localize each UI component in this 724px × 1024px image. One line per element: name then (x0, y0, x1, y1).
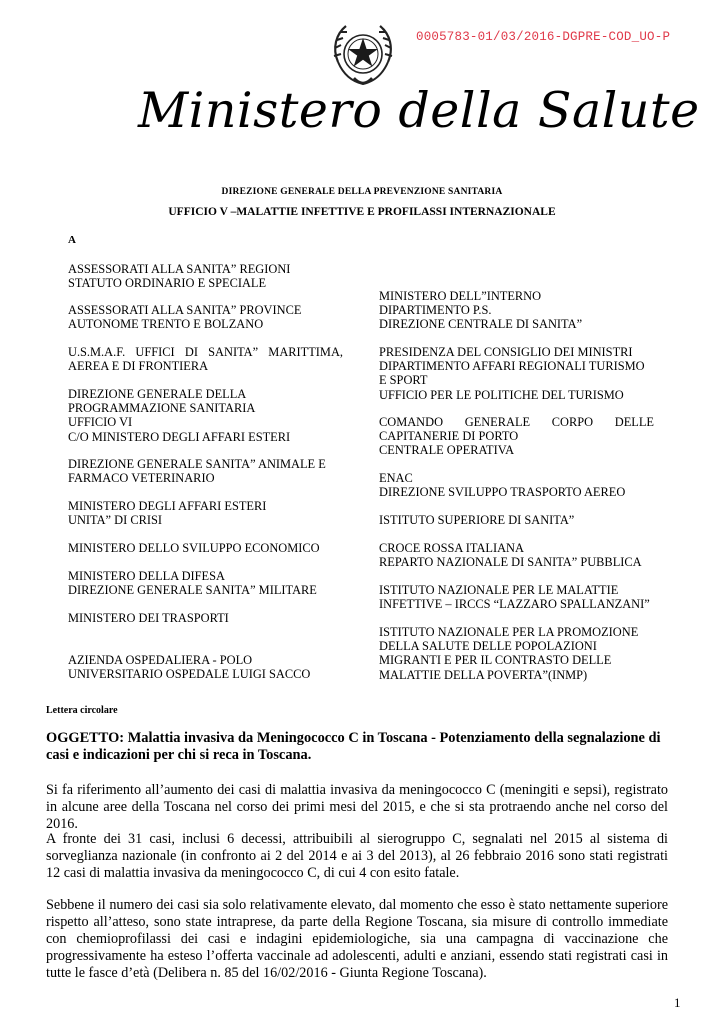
recipient-entry (68, 653, 343, 681)
recipient-entry (379, 513, 654, 527)
recipient-line: AZIENDA OSPEDALIERA - POLO (68, 653, 253, 667)
recipient-line: COMANDO GENERALE CORPO DELLE (379, 415, 654, 429)
recipient-line: ASSESSORATI ALLA SANITA” PROVINCE (68, 303, 302, 317)
recipient-line: CENTRALE OPERATIVA (379, 443, 515, 458)
recipient-line: DIREZIONE SVILUPPO TRASPORTO AEREO (379, 485, 626, 500)
recipient-line: REPARTO NAZIONALE DI SANITA” PUBBLICA (379, 555, 642, 570)
recipient-entry (379, 625, 654, 682)
recipient-line: E SPORT (379, 373, 428, 388)
recipient-line: INFETTIVE – IRCCS “LAZZARO SPALLANZANI” (379, 597, 650, 612)
recipient-entry (379, 471, 654, 499)
recipient-line: DIPARTIMENTO AFFARI REGIONALI TURISMO (379, 359, 645, 374)
recipient-line: U.S.M.A.F. UFFICI DI SANITA” MARITTIMA, (68, 345, 343, 359)
recipient-entry (68, 387, 343, 444)
recipient-line: FARMACO VETERINARIO (68, 471, 215, 486)
recipient-line: AUTONOME TRENTO E BOLZANO (68, 317, 264, 332)
recipient-line: MINISTERO DEI TRASPORTI (68, 611, 229, 625)
recipient-line: AEREA E DI FRONTIERA (68, 359, 209, 374)
recipient-entry (68, 457, 343, 485)
recipient-entry (68, 611, 343, 625)
recipient-line: MINISTERO DEGLI AFFARI ESTERI (68, 499, 267, 513)
body-paragraph: Si fa riferimento all’aumento dei casi di malattia invasiva da meningococco C (meningiti e sepsi), registrato in alcune aree della Toscana nel corso dei primi mesi del 2015, e che si sta protraendo anche nel corso del 2016. (46, 782, 668, 832)
office-heading: UFFICIO V –MALATTIE INFETTIVE E PROFILASSI INTERNAZIONALE (168, 206, 556, 218)
recipient-line: DIREZIONE CENTRALE DI SANITA” (379, 317, 583, 332)
recipient-line: UFFICIO PER LE POLITICHE DEL TURISMO (379, 387, 624, 402)
recipient-line: MINISTERO DELLO SVILUPPO ECONOMICO (68, 541, 320, 555)
recipient-entry (68, 303, 343, 331)
recipient-line: DIREZIONE GENERALE DELLA (68, 387, 247, 401)
recipient-entry (379, 541, 654, 569)
recipient-line: ASSESSORATI ALLA SANITA” REGIONI (68, 262, 291, 276)
recipient-entry (379, 415, 654, 458)
circular-letter-label: Lettera circolare (46, 705, 118, 716)
recipient-entry (379, 583, 654, 611)
italian-republic-emblem (330, 18, 396, 90)
ministry-title: Ministero della Salute (138, 82, 700, 139)
recipient-line: STATUTO ORDINARIO E SPECIALE (68, 276, 267, 291)
recipient-line: UNITA” DI CRISI (68, 513, 162, 528)
recipient-line: PROGRAMMAZIONE SANITARIA (68, 401, 256, 416)
recipient-entry (68, 262, 343, 290)
recipient-line: DIREZIONE GENERALE SANITA” MILITARE (68, 583, 317, 598)
recipient-line: CAPITANERIE DI PORTO (379, 429, 519, 444)
page-number: 1 (674, 995, 681, 1010)
recipient-line: MALATTIE DELLA POVERTA”(INMP) (379, 667, 588, 682)
recipient-line: MINISTERO DELL”INTERNO (379, 289, 542, 303)
recipient-line: UNIVERSITARIO OSPEDALE LUIGI SACCO (68, 667, 311, 682)
recipient-line: ISTITUTO NAZIONALE PER LE MALATTIE (379, 583, 619, 597)
recipient-line: C/O MINISTERO DEGLI AFFARI ESTERI (68, 429, 291, 444)
recipient-entry (68, 569, 343, 597)
body-paragraph: Sebbene il numero dei casi sia solo relativamente elevato, dal momento che esso è stato nettamente superiore rispetto all’atteso, sono state intraprese, da parte della Regione Toscana, sia misure di controllo immediate con chemioprofilassi dei casi e indagini epidemiologiche, sia una campagna di vaccinazione che progressivamente ha esteso l’offerta vaccinale ad adolescenti, adulti e anziani, essendo stati registrati casi in tutte le fasce d’età (Delibera n. 85 del 16/02/2016 - Giunta Regione Toscana). (46, 897, 668, 981)
directorate-heading: DIREZIONE GENERALE DELLA PREVENZIONE SANITARIA (221, 187, 503, 197)
recipient-line: MIGRANTI E PER IL CONTRASTO DELLE (379, 653, 612, 668)
body-paragraph: A fronte dei 31 casi, inclusi 6 decessi, attribuibili al sierogruppo C, segnalati nel 2015 al sistema di sorveglianza nazionale (in confronto ai 2 del 2014 e ai 3 del 2013), al 26 febbraio 2016 sono stati registrati 12 casi di malattia invasiva da meningococco C, di cui 4 con esito fatale. (46, 831, 668, 881)
recipient-line: DIREZIONE GENERALE SANITA” ANIMALE E (68, 457, 326, 471)
recipient-entry (68, 541, 343, 555)
recipient-line: DIPARTIMENTO P.S. (379, 303, 492, 318)
recipient-line: UFFICIO VI (68, 415, 133, 430)
recipient-entry (68, 345, 343, 373)
recipient-entry (68, 499, 343, 527)
protocol-number: 0005783-01/03/2016-DGPRE-COD_UO-P (416, 30, 671, 44)
recipient-line: ISTITUTO NAZIONALE PER LA PROMOZIONE (379, 625, 639, 639)
recipient-line: ISTITUTO SUPERIORE DI SANITA” (379, 513, 575, 527)
recipient-line: PRESIDENZA DEL CONSIGLIO DEI MINISTRI (379, 345, 633, 359)
recipients-label: A (68, 234, 76, 246)
recipient-line: DELLA SALUTE DELLE POPOLAZIONI (379, 639, 597, 654)
recipient-line: MINISTERO DELLA DIFESA (68, 569, 225, 583)
recipient-entry (379, 289, 654, 332)
recipient-line: CROCE ROSSA ITALIANA (379, 541, 524, 555)
recipient-entry (379, 345, 654, 402)
subject-heading: OGGETTO: Malattia invasiva da Meningococco C in Toscana - Potenziamento della segnalazione di casi e indicazioni per chi si reca in Toscana. (46, 730, 661, 763)
recipient-line: ENAC (379, 471, 413, 485)
